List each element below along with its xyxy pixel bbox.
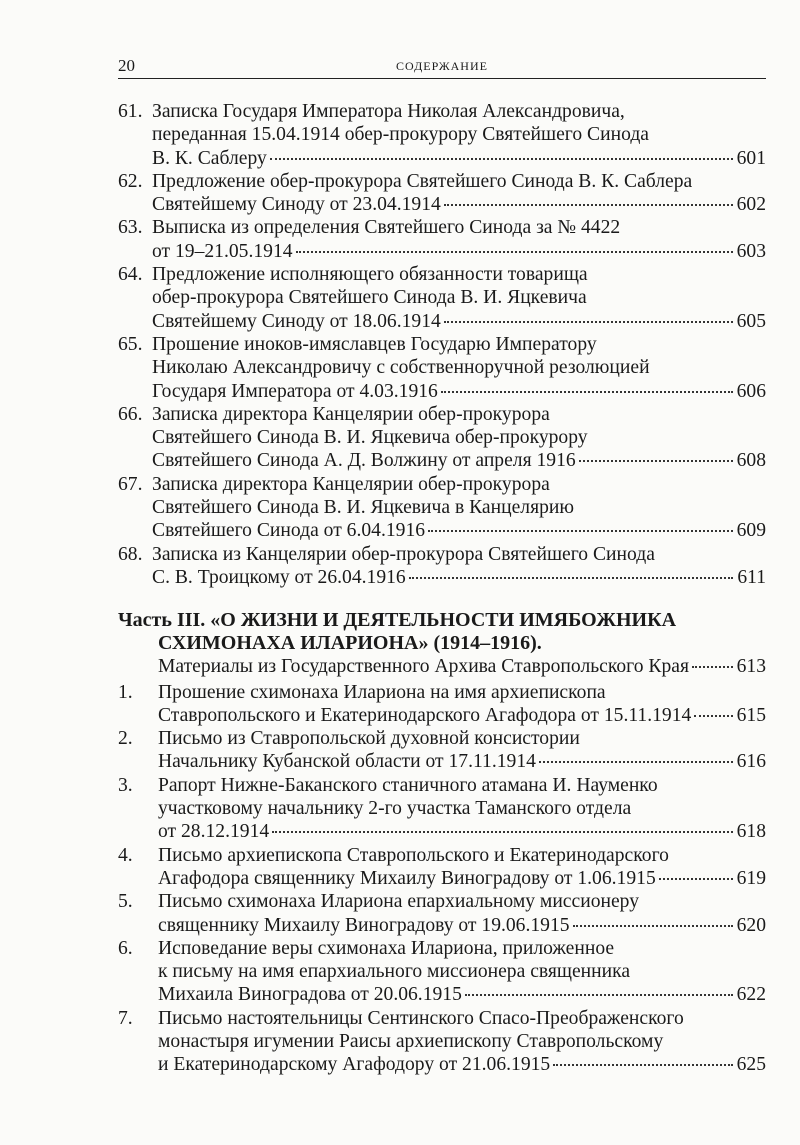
toc-entry [118, 727, 766, 774]
toc-entry [118, 333, 766, 403]
entry-line-text: В. К. Саблеру [152, 147, 267, 169]
entries-part3 [118, 681, 766, 1077]
leader-dots [465, 993, 733, 996]
entry-line: монастыря игумении Раисы архиепископу Ставропольскому [158, 1030, 664, 1052]
leader-dots [444, 320, 733, 323]
entry-line: Прошение иноков-имяславцев Государю Императору [152, 333, 597, 355]
leader-dots [272, 830, 732, 833]
leader-dots [694, 714, 732, 717]
entry-line [152, 380, 766, 403]
entry-number: 63. [118, 217, 143, 239]
entry-line: Предложение исполняющего обязанности товарища [152, 264, 588, 286]
part-heading [118, 609, 766, 655]
entry-line: участковому начальнику 2-го участка Таманского отдела [158, 798, 632, 820]
entry-number: 7. [118, 1007, 133, 1029]
entry-number: 64. [118, 264, 143, 286]
entry-number: 62. [118, 170, 143, 192]
entry-line [158, 820, 766, 843]
entry-page-number: 608 [736, 450, 766, 472]
entry-line-text: Святейшего Синода А. Д. Волжину от апреля 1916 [152, 450, 576, 472]
materials-line [118, 655, 766, 678]
entry-line-text: Святейшему Синоду от 23.04.1914 [152, 194, 441, 216]
toc-entry [118, 774, 766, 844]
entry-line [152, 310, 766, 333]
toc-entry [118, 1007, 766, 1077]
entry-line: Рапорт Нижне-Баканского станичного атамана И. Науменко [158, 774, 658, 796]
running-title: СОДЕРЖАНИЕ [396, 59, 488, 73]
entry-page-number: 606 [736, 380, 766, 402]
entry-line [158, 867, 766, 890]
part-heading-line2: СХИМОНАХА ИЛАРИОНА» (1914–1916). [158, 632, 542, 655]
entry-line: Николаю Александровичу с собственноручной резолюцией [152, 357, 650, 379]
entries-part2 [118, 100, 766, 589]
leader-dots [659, 877, 733, 880]
entry-number: 67. [118, 473, 143, 495]
leader-dots [692, 665, 733, 668]
entry-number: 61. [118, 101, 143, 122]
leader-dots [428, 529, 733, 532]
leader-dots [553, 1063, 732, 1066]
entry-number: 68. [118, 543, 143, 565]
entry-line [152, 240, 766, 263]
toc-entry [118, 473, 766, 543]
leader-dots [579, 459, 733, 462]
entry-line: обер-прокурора Святейшего Синода В. И. Яцкевича [152, 287, 587, 309]
entry-page-number: 618 [736, 821, 766, 843]
entry-page-number: 605 [736, 310, 766, 332]
entry-page-number: 603 [736, 240, 766, 262]
entry-line: Письмо схимонаха Илариона епархиальному миссионеру [158, 891, 640, 913]
leader-dots [539, 760, 733, 763]
entry-line [158, 914, 766, 937]
leader-dots [270, 157, 733, 160]
entry-line-text: и Екатеринодарскому Агафодору от 21.06.1915 [158, 1054, 551, 1076]
entry-number: 1. [118, 681, 133, 703]
entry-page-number: 616 [736, 751, 766, 773]
entry-number: 6. [118, 937, 133, 959]
entry-number: 2. [118, 728, 133, 750]
entry-line: Исповедание веры схимонаха Илариона, приложенное [158, 937, 615, 959]
entry-page-number: 622 [736, 984, 766, 1006]
entry-line [158, 1053, 766, 1076]
entry-line-text: Начальнику Кубанской области от 17.11.1914 [158, 751, 536, 773]
entry-line [152, 193, 766, 216]
entry-page-number: 611 [737, 566, 766, 588]
entry-number: 3. [118, 774, 133, 796]
toc-entry [118, 216, 766, 263]
entry-line [158, 750, 766, 773]
entry-line-text: Святейшему Синоду от 18.06.1914 [152, 310, 441, 332]
entry-line: Прошение схимонаха Илариона на имя архиепископа [158, 681, 606, 703]
entry-line: Записка из Канцелярии обер-прокурора Святейшего Синода [152, 543, 655, 565]
toc-entry [118, 263, 766, 333]
table-of-contents [118, 100, 766, 1077]
leader-dots [296, 250, 733, 253]
entry-line-text: С. В. Троицкому от 26.04.1916 [152, 566, 406, 588]
part-heading-line1: Часть III. «О ЖИЗНИ И ДЕЯТЕЛЬНОСТИ ИМЯБОЖНИКА [118, 609, 677, 632]
entry-line [152, 566, 766, 589]
entry-line: Записка директора Канцелярии обер-прокурора [152, 403, 550, 425]
toc-entry [118, 681, 766, 728]
entry-line: Святейшего Синода В. И. Яцкевича обер-прокурору [152, 427, 588, 449]
toc-entry [118, 543, 766, 590]
entry-line: переданная 15.04.1914 обер-прокурору Святейшего Синода [152, 124, 649, 146]
entry-line-text: Агафодора священнику Михаилу Виноградову от 1.06.1915 [158, 867, 656, 889]
materials-page: 613 [736, 656, 766, 678]
toc-entry [118, 100, 766, 170]
page-number: 20 [118, 56, 135, 75]
page-header [118, 56, 766, 79]
entry-line-text: священнику Михаилу Виноградову от 19.06.1915 [158, 914, 570, 936]
entry-line-text: Михаила Виноградова от 20.06.1915 [158, 984, 462, 1006]
entry-line: Предложение обер-прокурора Святейшего Синода В. К. Саблера [152, 170, 693, 192]
toc-entry [118, 844, 766, 891]
entry-page-number: 615 [736, 704, 766, 726]
entry-line: Письмо архиепископа Ставропольского и Екатеринодарского [158, 844, 669, 866]
entry-line: Святейшего Синода В. И. Яцкевича в Канцелярию [152, 497, 575, 519]
entry-page-number: 602 [736, 194, 766, 216]
entry-line [152, 449, 766, 472]
materials-text: Материалы из Государственного Архива Ставропольского Края [158, 656, 689, 678]
toc-entry [118, 890, 766, 937]
entry-line [158, 704, 766, 727]
leader-dots [444, 203, 733, 206]
entry-line [158, 983, 766, 1006]
entry-line [152, 519, 766, 542]
entry-line: к письму на имя епархиального миссионера священника [158, 961, 631, 983]
entry-line-text: Государя Императора от 4.03.1916 [152, 380, 438, 402]
entry-line: Выписка из определения Святейшего Синода за № 4422 [152, 217, 621, 239]
entry-number: 65. [118, 333, 143, 355]
toc-entry [118, 170, 766, 217]
entry-line: Записка Государя Императора Николая Александровича, [152, 101, 625, 122]
entry-line-text: Святейшего Синода от 6.04.1916 [152, 520, 426, 542]
entry-line [152, 147, 766, 170]
toc-entry [118, 937, 766, 1007]
entry-line: Записка директора Канцелярии обер-прокурора [152, 473, 550, 495]
entry-number: 66. [118, 403, 143, 425]
entry-page-number: 620 [736, 914, 766, 936]
entry-page-number: 619 [736, 867, 766, 889]
entry-page-number: 609 [736, 520, 766, 542]
leader-dots [573, 924, 733, 927]
entry-line-text: от 28.12.1914 [158, 821, 270, 843]
entry-page-number: 601 [736, 147, 766, 169]
entry-line-text: Ставропольского и Екатеринодарского Агафодора от 15.11.1914 [158, 704, 692, 726]
entry-line: Письмо из Ставропольской духовной консистории [158, 728, 580, 750]
entry-number: 4. [118, 844, 133, 866]
leader-dots [441, 390, 733, 393]
leader-dots [409, 576, 734, 579]
entry-line-text: от 19–21.05.1914 [152, 240, 293, 262]
entry-number: 5. [118, 891, 133, 913]
toc-entry [118, 403, 766, 473]
entry-page-number: 625 [736, 1054, 766, 1076]
entry-line: Письмо настоятельницы Сентинского Спасо-Преображенского [158, 1007, 684, 1029]
